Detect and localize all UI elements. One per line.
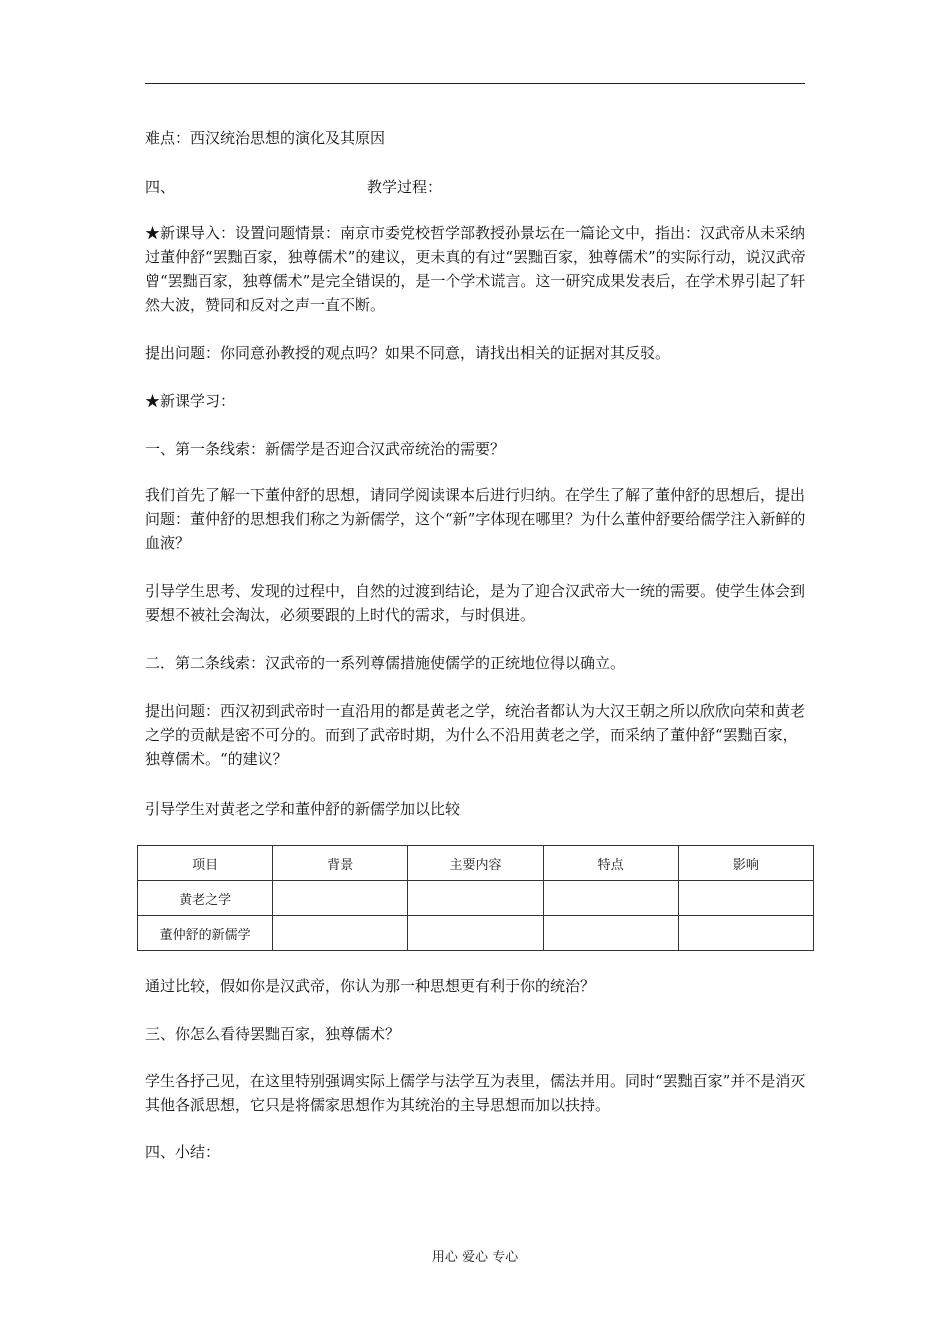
paragraph-guide-conclusion: 引导学生思考、发现的过程中，自然的过渡到结论，是为了迎合汉武帝大一统的需要。使学生体会到要想不被社会淘汰，必须要跟的上时代的需求，与时俱进。 — [145, 582, 806, 624]
paragraph-dong-thought: 我们首先了解一下董仲舒的思想，请同学阅读课本后进行归纳。在学生了解了董仲舒的思想后，提出问题：董仲舒的思想我们称之为新儒学，这个“新”字体现在哪里？为什么董仲舒要给儒学注入新鲜的血液？ — [145, 486, 806, 552]
table-cell: 黄老之学 — [138, 881, 273, 916]
table-cell — [273, 916, 408, 951]
table-header-row — [138, 846, 814, 881]
section-number: 四、 — [145, 178, 176, 196]
table-header-cell: 项目 — [138, 846, 273, 881]
paragraph-discussion: 学生各抒己见，在这里特别强调实际上儒学与法学互为表里，儒法并用。同时“罢黜百家”并不是消灭其他各派思想，它只是将儒家思想作为其统治的主导思想而加以扶持。 — [145, 1072, 806, 1114]
difficulty-line: 难点：西汉统治思想的演化及其原因 — [145, 129, 386, 147]
summary-heading: 四、小结： — [145, 1143, 221, 1161]
paragraph-which-better: 通过比较，假如你是汉武帝，你认为那一种思想更有利于你的统治？ — [145, 977, 596, 995]
table-header-cell: 特点 — [543, 846, 678, 881]
table-header-cell: 影响 — [678, 846, 813, 881]
table-cell: 董仲舒的新儒学 — [138, 916, 273, 951]
clue-one-heading: 一、第一条线索：新儒学是否迎合汉武帝统治的需要？ — [145, 440, 506, 458]
table-row — [138, 916, 814, 951]
table-cell — [543, 916, 678, 951]
table-cell — [678, 916, 813, 951]
clue-three-heading: 三、你怎么看待罢黜百家，独尊儒术？ — [145, 1025, 401, 1043]
table-cell — [408, 916, 543, 951]
table-header-cell: 背景 — [273, 846, 408, 881]
table-cell — [408, 881, 543, 916]
paragraph-compare-intro: 引导学生对黄老之学和董仲舒的新儒学加以比较 — [145, 800, 461, 818]
table-row — [138, 881, 814, 916]
section-title: 教学过程： — [367, 178, 443, 196]
clue-two-heading: 二．第二条线索：汉武帝的一系列尊儒措施使儒学的正统地位得以确立。 — [145, 654, 626, 672]
question-paragraph: 提出问题：你同意孙教授的观点吗？如果不同意，请找出相关的证据对其反驳。 — [145, 344, 671, 362]
page-footer: 用心 爱心 专心 — [431, 1250, 519, 1265]
comparison-table — [137, 845, 814, 951]
table-header-cell: 主要内容 — [408, 846, 543, 881]
table-cell — [678, 881, 813, 916]
table-cell — [543, 881, 678, 916]
intro-paragraph: ★新课导入：设置问题情景：南京市委党校哲学部教授孙景坛在一篇论文中，指出：汉武帝从未采纳过董仲舒“罢黜百家，独尊儒术”的建议，更未真的有过“罢黜百家，独尊儒术”的实际行动，说汉武帝曾“罢黜百家，独尊儒术”是完全错误的，是一个学术谎言。这一研究成果发表后，在学术界引起了轩然大波，赞同和反对之声一直不断。 — [145, 224, 806, 314]
paragraph-huanglao-question: 提出问题：西汉初到武帝时一直沿用的都是黄老之学，统治者都认为大汉王朝之所以欣欣向荣和黄老之学的贡献是密不可分的。而到了武帝时期，为什么不沿用黄老之学，而采纳了董仲舒“罢黜百家，独尊儒术。“的建议？ — [145, 702, 806, 768]
table-cell — [273, 881, 408, 916]
header-rule — [145, 83, 805, 84]
new-lesson-heading: ★新课学习： — [145, 392, 236, 410]
